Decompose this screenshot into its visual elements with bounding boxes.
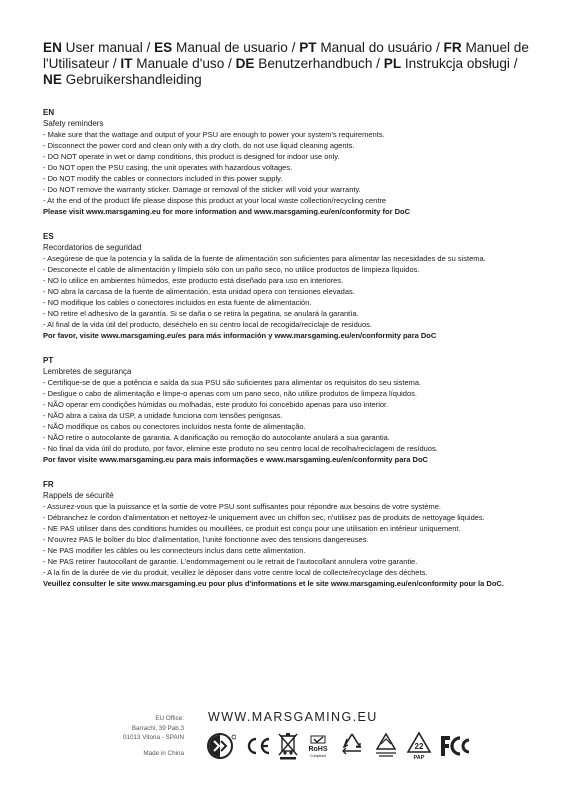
office-line: EU Office: <box>155 715 184 722</box>
recycle-icon <box>338 731 366 761</box>
safety-item: - NO lo utilice en ambientes húmedos, este producto está diseñado para uso en interiores. <box>43 276 344 285</box>
weee-bin-icon <box>277 731 299 761</box>
section-heading: Safety reminders <box>43 119 104 128</box>
section-fr <box>43 479 533 589</box>
section-language-code: ES <box>43 232 54 241</box>
pap-label: PAP <box>413 755 425 761</box>
safety-item: - Do NOT open the PSU casing, the unit operates with hazardous voltages. <box>43 163 293 172</box>
safety-item: - Make sure that the wattage and output of your PSU are enough to power your system's requirements. <box>43 130 385 139</box>
title-lang-text: Instrukcja obsługi / <box>404 56 518 71</box>
section-es <box>43 231 533 341</box>
title-lang-text: Manuel de l'Utilisateur / <box>43 40 529 71</box>
green-dot-icon <box>206 731 236 761</box>
title-lang-code: ES <box>154 40 173 55</box>
packaging-recycle-icon <box>372 731 400 761</box>
section-pt <box>43 355 533 465</box>
title-lang-text: User manual / <box>65 40 151 55</box>
safety-item: - NÃO abra a caixa da USP, a unidade funciona com tensões perigosas. <box>43 411 283 420</box>
section-language-code: PT <box>43 356 54 365</box>
safety-item: - Al final de la vida útil del producto, deséchelo en su centro local de recogida/reciclaje de residuos. <box>43 320 372 329</box>
safety-item: - No final da vida útil do produto, por favor, elimine este produto no seu centro local de recolha/reciclagem de resíduos. <box>43 444 438 453</box>
section-en <box>43 107 533 217</box>
title-lang-code: DE <box>235 56 255 71</box>
safety-list <box>43 377 533 454</box>
pap-number: 22 <box>414 742 424 751</box>
title-lang-code: NE <box>43 72 62 87</box>
safety-item: - Desconecte el cable de alimentación y límpielo sólo con un paño seco, no utilice productos de limpieza líquidos. <box>43 265 420 274</box>
section-language-code: FR <box>43 480 54 489</box>
title-lang-code: FR <box>443 40 462 55</box>
safety-item: - Débranchez le cordon d'alimentation et nettoyez-le uniquement avec un chiffon sec, n'utilisez pas de produits de nettoyage liquides. <box>43 513 485 522</box>
safety-item: - NO retire el adhesivo de la garantía. Si se daña o se retira la pegatina, se anulará la garantía. <box>43 309 359 318</box>
section-footer-note: Please visit www.marsgaming.eu for more information and www.marsgaming.eu/en/conformity for DoC <box>43 207 411 216</box>
safety-item: - Ne PAS modifier les câbles ou les connecteurs inclus dans cette alimentation. <box>43 546 306 555</box>
rohs-icon <box>305 731 331 761</box>
section-language-code: EN <box>43 108 55 117</box>
office-line: 01013 Vitoria - SPAIN <box>122 734 184 741</box>
ce-mark-icon <box>245 731 271 761</box>
page-footer <box>0 700 567 780</box>
safety-list <box>43 129 533 206</box>
hdpe-22-recycle-icon <box>405 731 433 761</box>
website-url: WWW.MARSGAMING.EU <box>208 710 378 724</box>
safety-item: - NÃO modifique os cabos ou conectores incluídos nesta fonte de alimentação. <box>43 422 306 431</box>
safety-item: - Disconnect the power cord and clean only with a dry cloth, do not use liquid cleaning agents. <box>43 141 355 150</box>
safety-item: - At the end of the product life please dispose this product at your local waste collection/recycling centre <box>43 196 387 205</box>
safety-item: - NÃO retire o autocolante de garantia. A danificação ou remoção do autocolante anulará a sua garantia. <box>43 433 390 442</box>
manual-content <box>43 107 533 603</box>
safety-item: - NE PAS utiliser dans des conditions humides ou mouillées, ce produit est conçu pour une utilisation en intérieur uniquement. <box>43 524 461 533</box>
section-heading: Recordatorios de seguridad <box>43 243 142 252</box>
office-line: Barrachi, 39 Pab.3 <box>131 724 184 732</box>
rohs-sub-label: Compliant <box>310 754 326 758</box>
safety-item: - Asegúrese de que la potencia y la salida de la fuente de alimentación son suficientes para alimentar las necesidades de su sistema. <box>43 254 486 263</box>
safety-item: - NO abra la carcasa de la fuente de alimentación, esta unidad opera con tensiones elevadas. <box>43 287 355 296</box>
title-lang-text: Manual de usuario / <box>176 40 296 55</box>
section-heading: Lembretes de segurança <box>43 367 132 376</box>
section-footer-note: Por favor visite www.marsgaming.eu para mais informações e www.marsgaming.eu/en/conformity para DoC <box>43 455 428 464</box>
title-lang-text: Gebruikershandleiding <box>65 72 202 87</box>
safety-item: - Do NOT remove the warranty sticker. Damage or removal of the sticker will void your warranty. <box>43 185 361 194</box>
safety-list <box>43 253 533 330</box>
safety-item: - NÃO operar em condições húmidas ou molhadas, este produto foi concebido apenas para uso interior. <box>43 400 389 409</box>
manual-title <box>43 40 533 88</box>
title-lang-code: IT <box>120 56 133 71</box>
title-lang-code: PL <box>383 56 402 71</box>
safety-item: - Certifique-se de que a potência e saída da sua PSU são suficientes para alimentar os requisitos do seu sistema. <box>43 378 422 387</box>
title-lang-text: Manual do usuário / <box>320 40 440 55</box>
title-lang-code: EN <box>43 40 62 55</box>
safety-item: - Ne PAS retirer l'autocollant de garantie. L'endommagement ou le retrait de l'autocollant annulera votre garantie. <box>43 557 418 566</box>
section-footer-note: Por favor, visite www.marsgaming.eu/es para más información y www.marsgaming.eu/en/conformity para DoC <box>43 331 437 340</box>
title-lang-text: Manuale d'uso / <box>136 56 232 71</box>
eu-office-address <box>123 714 184 758</box>
fcc-icon <box>439 731 471 761</box>
safety-list <box>43 501 533 578</box>
section-heading: Rappels de sécurité <box>43 491 114 500</box>
safety-item: - Assurez-vous que la puissance et la sortie de votre PSU sont suffisantes pour répondre aux besoins de votre système. <box>43 502 441 511</box>
rohs-label: RoHS <box>308 746 328 753</box>
safety-item: - NO modifique los cables o conectores incluidos en esta fuente de alimentación. <box>43 298 312 307</box>
made-in-label: Made in China <box>143 749 184 757</box>
safety-item: - N'ouvrez PAS le boîtier du bloc d'alimentation, l'unité fonctionne avec des tensions dangereuses. <box>43 535 369 544</box>
title-lang-code: PT <box>299 40 317 55</box>
title-lang-text: Benutzerhandbuch / <box>258 56 380 71</box>
safety-item: - A la fin de la durée de vie du produit, veuillez le déposer dans votre centre local de collecte/recyclage des déchets. <box>43 568 428 577</box>
safety-item: - Desligue o cabo de alimentação e limpe-o apenas com um pano seco, não utilize produtos de limpeza líquidos. <box>43 389 417 398</box>
section-footer-note: Veuillez consulter le site www.marsgaming.eu pour plus d'informations et le site www.marsgaming.eu/en/conformity pour la DoC. <box>43 579 504 588</box>
safety-item: - DO NOT operate in wet or damp conditions, this product is designed for indoor use only. <box>43 152 340 161</box>
safety-item: - Do NOT modify the cables or connectors included in this power supply. <box>43 174 283 183</box>
